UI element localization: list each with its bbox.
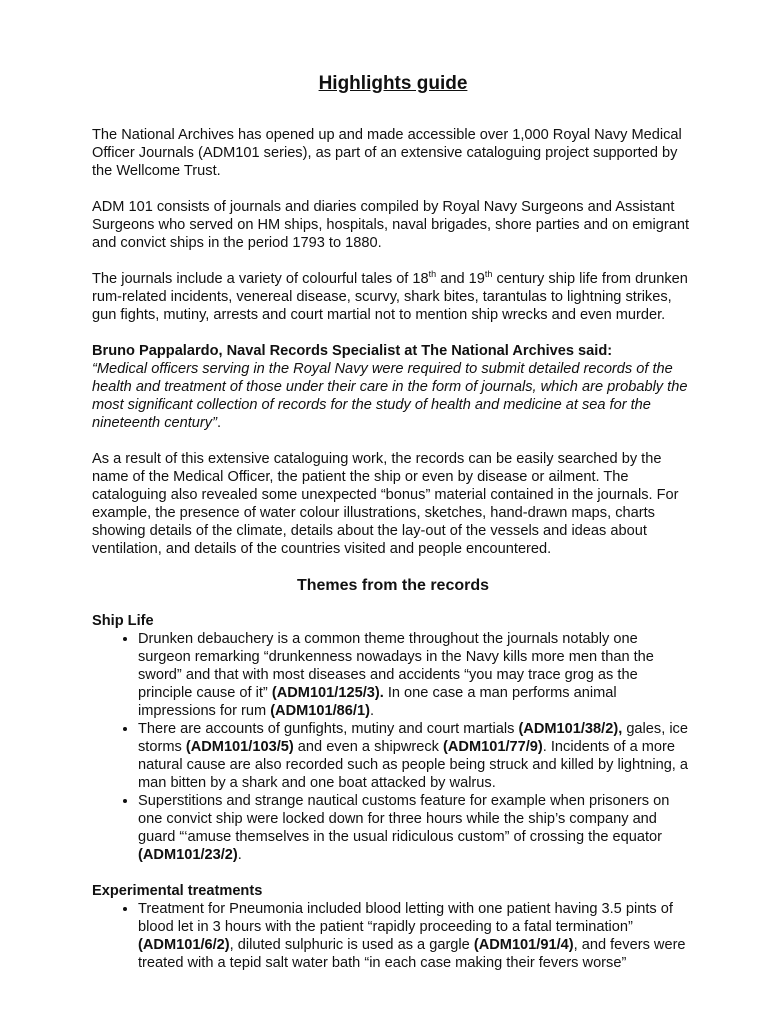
p3-text-b: and 19 [436, 271, 485, 287]
record-reference: (ADM101/103/5) [185, 739, 294, 755]
list-item-text: and even a shipwreck [293, 739, 443, 755]
list-item-text: Superstitions and strange nautical customs feature for example when prisoners on one convict ship were locked down for three hours while the ship’s company and guard “‘amuse themselves in the usual ridiculous custom” of crossing the equator [138, 793, 670, 845]
list-item-text: gales, ice storms [138, 721, 688, 755]
list-item-text: Drunken debauchery is a common theme throughout the journals notably one surgeon remarking “drunkenness nowadays in the Navy kills more men than the sword” and that with most diseases and accidents “you may trace grog as the principle cause of it” [138, 631, 654, 701]
intro-paragraph-1: The National Archives has opened up and made accessible over 1,000 Royal Navy Medical Officer Journals (ADM101 series), as part of an extensive cataloguing project supported by the Wellcome Trust. [92, 127, 682, 179]
intro-paragraph-4: As a result of this extensive cataloguing work, the records can be easily searched by the name of the Medical Officer, the patient the ship or even by disease or ailment. The cataloguing also revealed some unexpected “bonus” material contained in the journals. For example, the presence of water colour illustrations, sketches, hand-drawn maps, charts showing details of the climate, details about the lay-out of the vessels and ideas about ventilation, and details of the countries visited and people encountered. [92, 451, 679, 557]
list-item [138, 792, 694, 864]
record-reference: (ADM101/86/1) [270, 703, 370, 719]
p3-text-c: century ship life from drunken rum-related incidents, venereal disease, scurvy, shark bites, tarantulas to lightning strikes, gun fights, mutiny, arrests and court martial not to mention ship wrecks and even murder. [92, 271, 688, 323]
list-item [138, 720, 694, 792]
list-item [138, 630, 694, 720]
themes-heading: Themes from the records [296, 577, 490, 594]
record-reference: (ADM101/38/2), [518, 721, 623, 737]
p3-sup-2: th [484, 269, 493, 279]
list-item-text: . [237, 847, 242, 863]
ship-life-list [92, 630, 694, 864]
list-item-text: . [369, 703, 375, 719]
quote-end: . [216, 415, 222, 431]
quote-attribution: Bruno Pappalardo, Naval Records Specialist at The National Archives said: [92, 343, 613, 359]
list-item-text: In one case a man performs animal impressions for rum [138, 685, 617, 719]
record-reference: (ADM101/77/9) [443, 739, 543, 755]
list-item-text: There are accounts of gunfights, mutiny and court martials [138, 721, 519, 737]
record-reference: (ADM101/6/2) [138, 937, 230, 953]
p3-sup-1: th [428, 269, 437, 279]
intro-paragraph-3 [92, 270, 694, 324]
list-item [138, 900, 694, 972]
list-item-text: Treatment for Pneumonia included blood letting with one patient having 3.5 pints of blood let in 3 hours with the patient “rapidly proceeding to a fatal termination” [138, 901, 673, 935]
record-reference: (ADM101/23/2) [138, 847, 238, 863]
experimental-treatments-list [92, 900, 694, 972]
list-item-text: . Incidents of a more natural cause are also recorded such as people being struck and killed by lightning, a man bitten by a shark and one boat attacked by walrus. [138, 739, 689, 791]
list-item-text: , and fevers were treated with a tepid salt water bath “in each case making their fevers worse” [138, 937, 686, 971]
experimental-treatments-heading: Experimental treatments [92, 883, 263, 899]
quote-text: “Medical officers serving in the Royal Navy were required to submit detailed records of the health and treatment of those under their care in the form of journals, which are probably the most significant collection of records for the study of health and medicine at sea for the nineteenth century” [92, 361, 688, 431]
quote-block [92, 342, 694, 432]
record-reference: (ADM101/91/4) [473, 937, 574, 953]
intro-paragraph-2: ADM 101 consists of journals and diaries compiled by Royal Navy Surgeons and Assistant Surgeons who served on HM ships, hospitals, naval brigades, shore parties and on emigrant and convict ships in the period 1793 to 1880. [92, 199, 690, 251]
record-reference: (ADM101/125/3). [271, 685, 384, 701]
page-title: Highlights guide [318, 73, 468, 94]
ship-life-heading: Ship Life [92, 613, 154, 629]
p3-text-a: The journals include a variety of colourful tales of 18 [92, 271, 429, 287]
list-item-text: , diluted sulphuric is used as a gargle [229, 937, 474, 953]
